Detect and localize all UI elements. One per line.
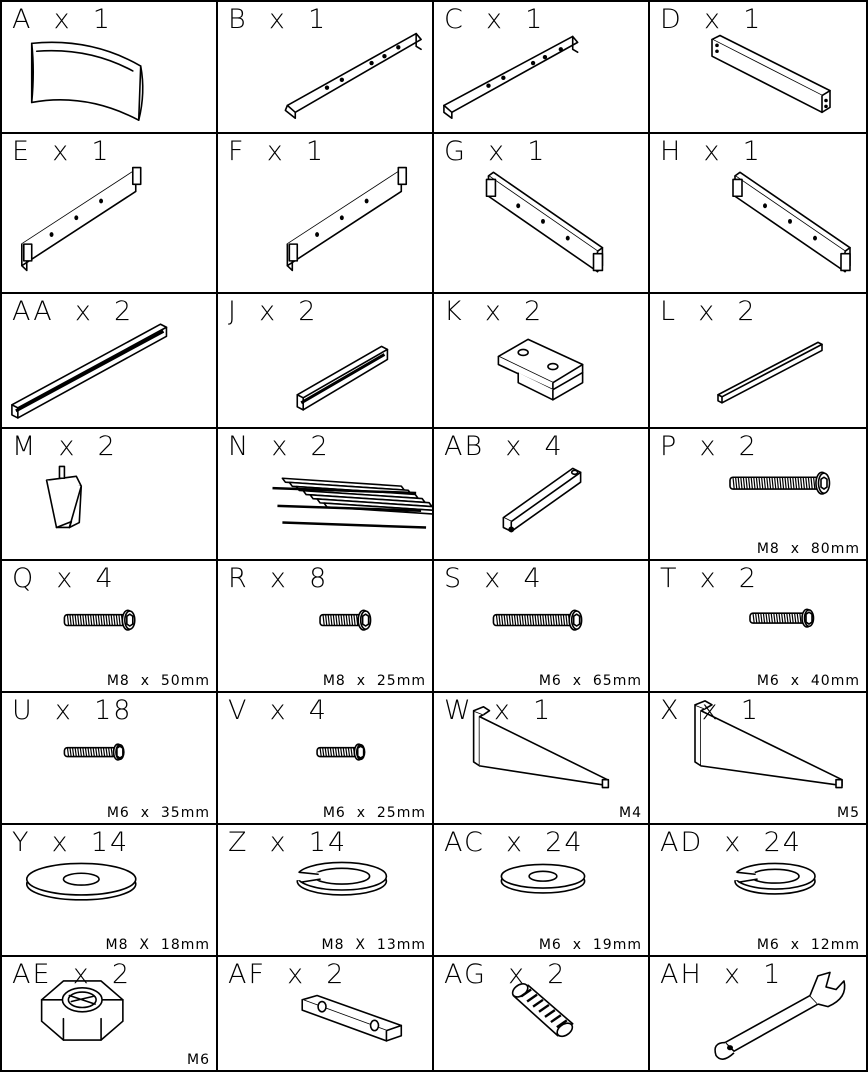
- part-cell: [434, 2, 650, 134]
- part-label: H x 1: [660, 136, 762, 167]
- part-label: K x 2: [444, 296, 544, 327]
- part-label: S x 4: [444, 563, 543, 594]
- part-cell: [650, 561, 868, 693]
- part-size: M6 x 19mm: [538, 937, 642, 953]
- part-cell: [434, 561, 650, 693]
- part-cell: [650, 693, 868, 825]
- part-label: Q x 4: [12, 563, 115, 594]
- part-cell: [434, 429, 650, 561]
- part-label: T x 2: [660, 563, 758, 594]
- part-cell: [218, 561, 434, 693]
- part-size: M6 x 35mm: [106, 805, 210, 821]
- part-cell: [2, 825, 218, 957]
- part-label: L x 2: [660, 296, 757, 327]
- part-cell: [434, 134, 650, 294]
- part-cell: [650, 957, 868, 1072]
- part-label: W x 1: [444, 695, 553, 726]
- part-label: U x 18: [12, 695, 133, 726]
- part-cell: [650, 134, 868, 294]
- part-size: M6 x 12mm: [756, 937, 860, 953]
- part-cell: [2, 134, 218, 294]
- part-size: M8 X 18mm: [105, 937, 210, 953]
- part-label: C x 1: [444, 4, 545, 35]
- part-label: N x 2: [228, 431, 330, 462]
- part-label: D x 1: [660, 4, 763, 35]
- part-size: M5: [837, 805, 860, 821]
- part-label: AG x 2: [444, 959, 567, 990]
- part-size: M8 x 80mm: [756, 541, 860, 557]
- part-cell: [218, 2, 434, 134]
- part-cell: [650, 429, 868, 561]
- part-cell: [2, 294, 218, 429]
- part-size: M8 x 25mm: [322, 673, 426, 689]
- part-label: M x 2: [12, 431, 117, 462]
- part-label: X x 1: [660, 695, 760, 726]
- part-cell: [434, 957, 650, 1072]
- part-size: M6 x 40mm: [756, 673, 860, 689]
- part-cell: [2, 429, 218, 561]
- part-label: A x 1: [12, 4, 112, 35]
- part-cell: [218, 693, 434, 825]
- part-label: R x 8: [228, 563, 329, 594]
- part-label: G x 1: [444, 136, 547, 167]
- part-size: M8 X 13mm: [321, 937, 426, 953]
- part-label: E x 1: [12, 136, 111, 167]
- part-cell: [434, 294, 650, 429]
- part-cell: [218, 134, 434, 294]
- part-cell: [2, 561, 218, 693]
- part-size: M6 x 25mm: [322, 805, 426, 821]
- part-label: AF x 2: [228, 959, 346, 990]
- part-size: M8 x 50mm: [106, 673, 210, 689]
- part-cell: [2, 957, 218, 1072]
- part-label: V x 4: [228, 695, 328, 726]
- part-size: M4: [619, 805, 642, 821]
- part-size: M6 x 65mm: [538, 673, 642, 689]
- part-cell: [650, 825, 868, 957]
- part-label: AB x 4: [444, 431, 564, 462]
- part-label: Z x 14: [228, 827, 348, 858]
- part-label: AC x 24: [444, 827, 584, 858]
- part-label: J x 2: [228, 296, 318, 327]
- part-label: Y x 14: [12, 827, 130, 858]
- part-cell: [650, 2, 868, 134]
- part-cell: [434, 693, 650, 825]
- part-label: AA x 2: [12, 296, 134, 327]
- part-cell: [2, 2, 218, 134]
- part-cell: [218, 294, 434, 429]
- part-label: F x 1: [228, 136, 326, 167]
- part-label: AH x 1: [660, 959, 783, 990]
- part-label: P x 2: [660, 431, 758, 462]
- part-cell: [650, 294, 868, 429]
- part-label: B x 1: [228, 4, 328, 35]
- part-cell: [218, 957, 434, 1072]
- part-cell: [434, 825, 650, 957]
- part-cell: [218, 825, 434, 957]
- part-label: AE x 2: [12, 959, 132, 990]
- part-cell: [218, 429, 434, 561]
- part-label: AD x 24: [660, 827, 802, 858]
- part-cell: [2, 693, 218, 825]
- part-size: M6: [187, 1052, 210, 1068]
